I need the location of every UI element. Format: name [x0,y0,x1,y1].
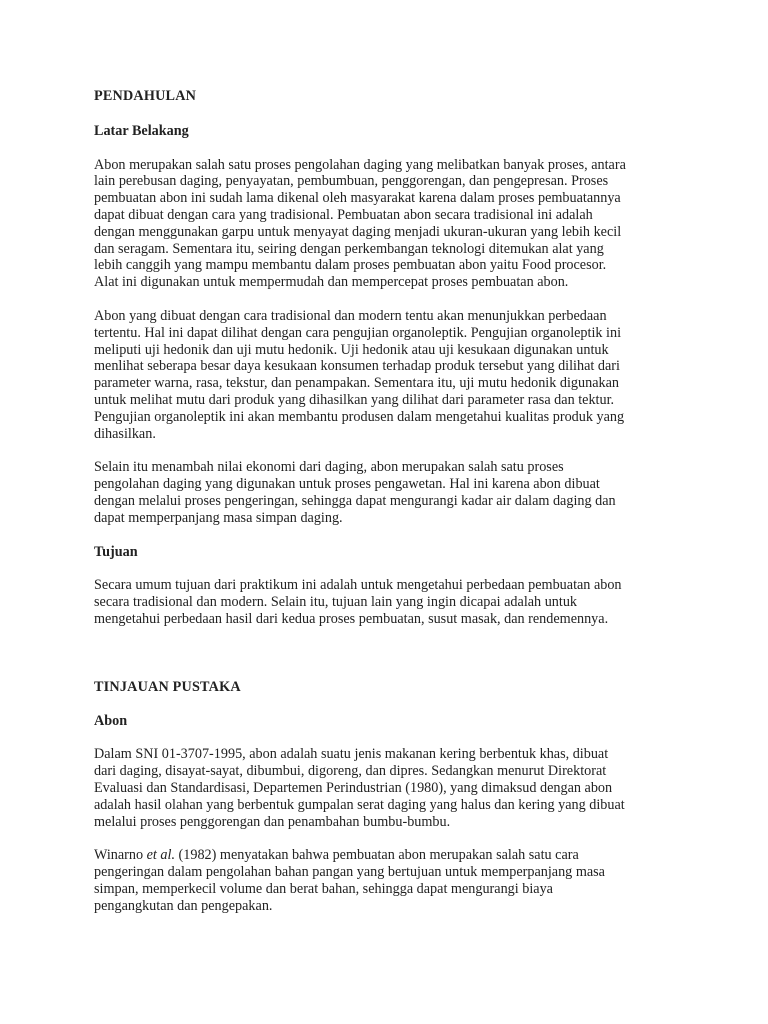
subheading-abon: Abon [94,712,128,729]
text-line: dihasilkan. [94,425,156,442]
subheading-tujuan: Tujuan [94,543,138,560]
text-line: menlihat seberapa besar daya kesukaan konsumen terhadap produk tersebut yang dilihat dari [94,358,620,375]
text-line: secara tradisional dan modern. Selain itu, tujuan lain yang ingin dicapai adalah untuk [94,594,578,611]
text-line: (1982) menyatakan bahwa pembuatan abon merupakan salah satu cara [175,847,579,864]
text-line: untuk melihat mutu dari produk yang dihasilkan yang dilihat dari parameter rasa dan tektur. [94,391,615,408]
text-line: pengeringan dalam pengolahan bahan pangan yang bertujuan untuk memperpanjang masa [94,864,605,881]
paragraph-abon-1 [94,746,684,830]
text-line: pengangkutan dan pengepakan. [94,897,273,914]
citation-author: Winarno [94,847,144,864]
paragraph-latar-belakang-3 [94,459,684,526]
paragraph-abon-2 [94,847,684,914]
citation-etal: et al. [146,847,175,864]
paragraph-latar-belakang-1 [94,157,684,291]
text-line: dengan melalui proses pengeringan, sehingga dapat mengurangi kadar air dalam daging dan [94,492,616,509]
text-line: dapat memperpanjang masa simpan daging. [94,509,343,526]
text-line: melalui proses penggorengan dan penambahan bumbu-bumbu. [94,813,451,830]
text-line: Dalam SNI 01-3707-1995, abon adalah suatu jenis makanan kering berbentuk khas, dibuat [94,746,609,763]
text-line: Evaluasi dan Standardisasi, Departemen Perindustrian (1980), yang dimaksud dengan abon [94,779,613,796]
text-line: Secara umum tujuan dari praktikum ini adalah untuk mengetahui perbedaan pembuatan abon [94,577,622,594]
text-line: dan seragam. Sementara itu, seiring dengan perkembangan teknologi ditemukan alat yang [94,240,604,257]
page-content [94,88,684,914]
text-line: Selain itu menambah nilai ekonomi dari daging, abon merupakan salah satu proses [94,459,564,476]
text-line: lebih canggih yang mampu membantu dalam proses pembuatan abon yaitu Food procesor. [94,257,607,274]
text-line: dapat dibuat dengan cara yang tradisional. Pembuatan abon secara tradisional ini adalah [94,206,593,223]
subheading-latar-belakang: Latar Belakang [94,122,189,139]
paragraph-latar-belakang-2 [94,308,684,442]
text-line: Alat ini digunakan untuk mempermudah dan mempercepat proses pembuatan abon. [94,274,569,291]
text-line: pengolahan daging yang digunakan untuk proses pengawetan. Hal ini karena abon dibuat [94,476,600,493]
text-line: meliputi uji hedonik dan uji mutu hedonik. Uji hedonik atau uji kesukaan digunakan untuk [94,341,609,358]
text-line: mengetahui perbedaan hasil dari kedua proses pembuatan, susut masak, dan rendemennya. [94,610,609,627]
text-line: simpan, memperkecil volume dan berat bahan, sehingga dapat mengurangi biaya [94,880,553,897]
text-line: Abon merupakan salah satu proses pengolahan daging yang melibatkan banyak proses, antara [94,156,626,173]
text-line: dari daging, disayat-sayat, dibumbui, digoreng, dan dipres. Sedangkan menurut Direktorat [94,763,607,780]
section-heading-tinjauan-pustaka: TINJAUAN PUSTAKA [94,678,241,695]
text-line: Abon yang dibuat dengan cara tradisional dan modern tentu akan menunjukkan perbedaan [94,307,607,324]
text-line: adalah hasil olahan yang berbentuk gumpalan serat daging yang halus dan kering yang dibuat [94,796,625,813]
text-line: pembuatan abon ini sudah lama dikenal oleh masyarakat karena dalam proses pembuatannya [94,190,621,207]
section-heading-pendahuluan: PENDAHULAN [94,88,197,104]
text-line: dengan menggunakan garpu untuk menyayat daging menjadi ukuran-ukuran yang lebih kecil [94,223,622,240]
paragraph-tujuan [94,577,684,627]
text-line: lain perebusan daging, penyayatan, pembumbuan, penggorengan, dan pengepresan. Proses [94,173,609,190]
text-line: Pengujian organoleptik ini akan membantu produsen dalam mengetahui kualitas produk yang [94,408,625,425]
text-line: parameter warna, rasa, tekstur, dan penampakan. Sementara itu, uji mutu hedonik digunakan [94,375,619,392]
text-line: tertentu. Hal ini dapat dilihat dengan cara pengujian organoleptik. Pengujian organoleptik ini [94,324,622,341]
